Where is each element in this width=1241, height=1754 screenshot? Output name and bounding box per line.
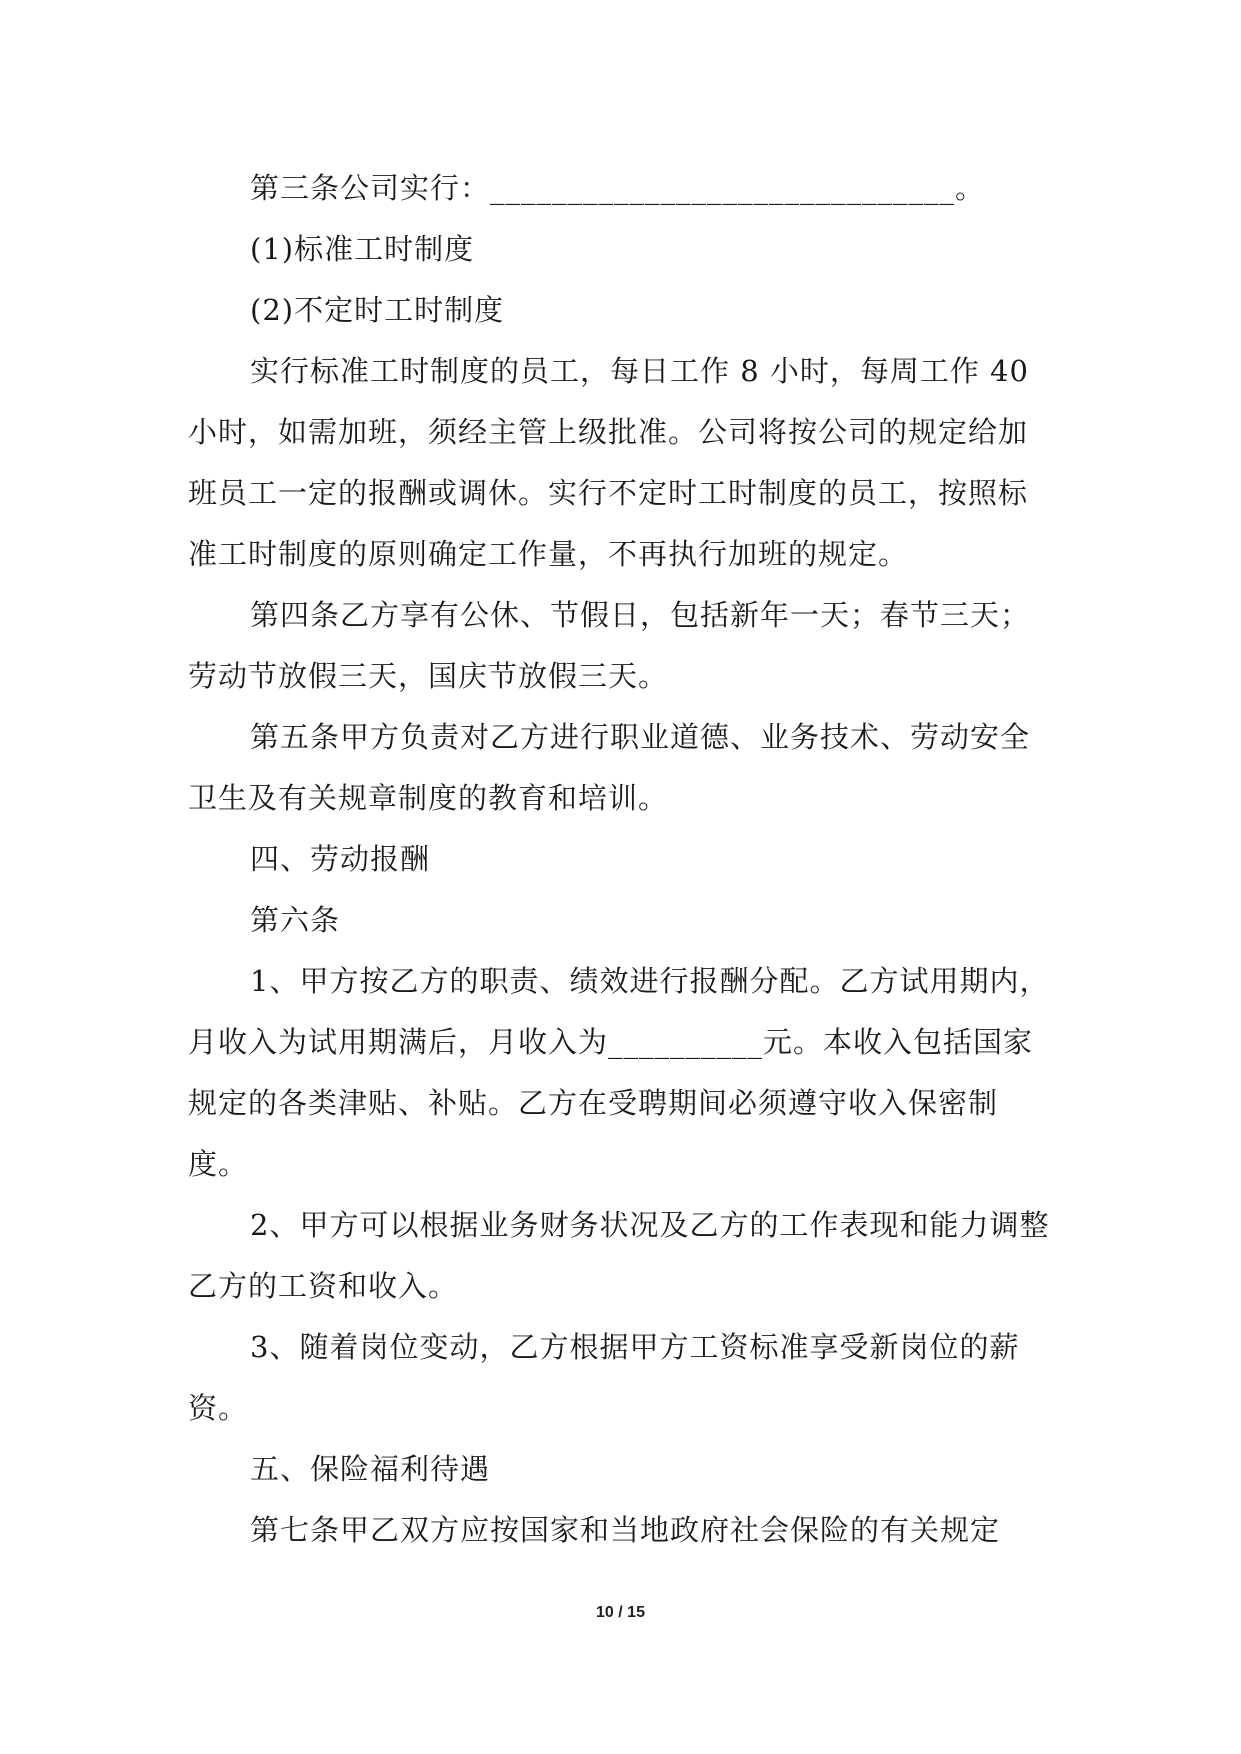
paragraph-article-3: 第三条公司实行：______________________________。 xyxy=(250,171,986,205)
paragraph-option-1: (1)标准工时制度 xyxy=(250,232,475,266)
section-heading-insurance: 五、保险福利待遇 xyxy=(250,1452,491,1486)
paragraph-option-2: (2)不定时工时制度 xyxy=(250,293,505,327)
paragraph-clause-1: 1、甲方按乙方的职责、绩效进行报酬分配。乙方试用期内，月收入为试用期满后，月收入为__________元。本收入包括国家规定的各类津贴、补贴。乙方在受聘期间必须遵守收入保密制度。 xyxy=(188,964,1050,1181)
section-heading-remuneration: 四、劳动报酬 xyxy=(250,842,431,876)
page-number: 10 / 15 xyxy=(596,1604,645,1621)
paragraph-clause-2: 2、甲方可以根据业务财务状况及乙方的工作表现和能力调整乙方的工资和收入。 xyxy=(188,1208,1050,1303)
paragraph-article-7: 第七条甲乙双方应按国家和当地政府社会保险的有关规定 xyxy=(250,1513,1001,1547)
paragraph-clause-3: 3、随着岗位变动，乙方根据甲方工资标准享受新岗位的薪资。 xyxy=(188,1330,1020,1425)
paragraph-article-6: 第六条 xyxy=(250,903,341,937)
paragraph-article-4: 第四条乙方享有公休、节假日，包括新年一天；春节三天；劳动节放假三天，国庆节放假三天。 xyxy=(188,598,1031,693)
paragraph-article-5: 第五条甲方负责对乙方进行职业道德、业务技术、劳动安全卫生及有关规章制度的教育和培训。 xyxy=(188,720,1031,815)
document-body xyxy=(188,158,1054,1561)
paragraph-working-hours: 实行标准工时制度的员工，每日工作 8 小时，每周工作 40 小时，如需加班，须经主管上级批准。公司将按公司的规定给加班员工一定的报酬或调休。实行不定时工时制度的员工，按照标准工时制度的原则确定工作量，不再执行加班的规定。 xyxy=(188,354,1030,571)
